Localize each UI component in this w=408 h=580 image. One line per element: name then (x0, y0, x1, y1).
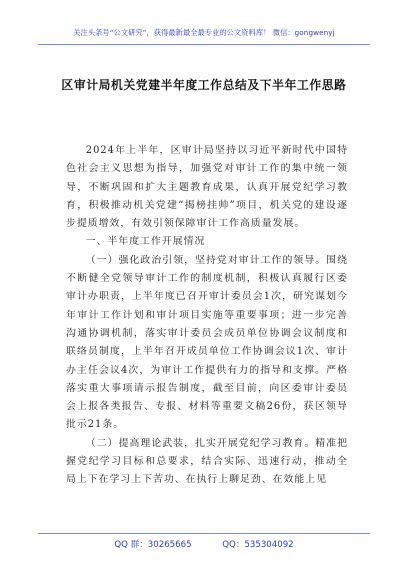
body-paragraph: （一）强化政治引领，坚持党对审计工作的领导。围绕不断健全党领导审计工作的制度机制，积极认真履行区委审计办职责，上半年度已召开审计委员会1次，研究谋划今年审计工作计划和审计项目实施等重要事项；进一步完善沟通协调机制，落实审计委员会成员单位协调会议制度和联络员制度，上半年召开成员单位工作协调会议1次、审计办主任会议4次，为审计工作提供有力的指导和支撑。严格落实重大事项请示报告制度，截至目前，向区委审计委员会上报各类报告、专报、材料等重要文稿26份，获区领导批示21条。 (66, 254, 348, 431)
section-heading: 一、半年度工作开展情况 (85, 236, 206, 248)
document-body (66, 142, 348, 490)
header-divider (38, 44, 370, 45)
intro-paragraph: 2024年上半年，区审计局坚持以习近平新时代中国特色社会主义思想为指导，加强党对审计工作的集中统一领导，不断巩固和扩大主题教育成果，认真开展党纪学习教育，积极推动机关党建“揭榜挂帅”项目，机关党的建设逐步提质增效，有效引领保障审计工作高质量发展。 (66, 145, 348, 230)
header-banner: 关注头条号“公文研究”，获得最新最全最专业的公文资料库！ 微信：gongwenyj (73, 28, 335, 37)
body-paragraph: （二）提高理论武装，扎实开展党纪学习教育。精准把握党纪学习目标和总要求，结合实际、迅速行动，推动全局上下在学习上下苦功、在执行上聊足劲、在效能上见 (66, 437, 348, 486)
qq-group-number: QQ 群：30265665 (114, 540, 192, 550)
qq-number: QQ：535304092 (222, 540, 294, 550)
footer-contacts (0, 538, 408, 550)
footer-divider (38, 533, 370, 534)
document-title: 区审计局机关党建半年度工作总结及下半年工作思路 (61, 78, 347, 92)
